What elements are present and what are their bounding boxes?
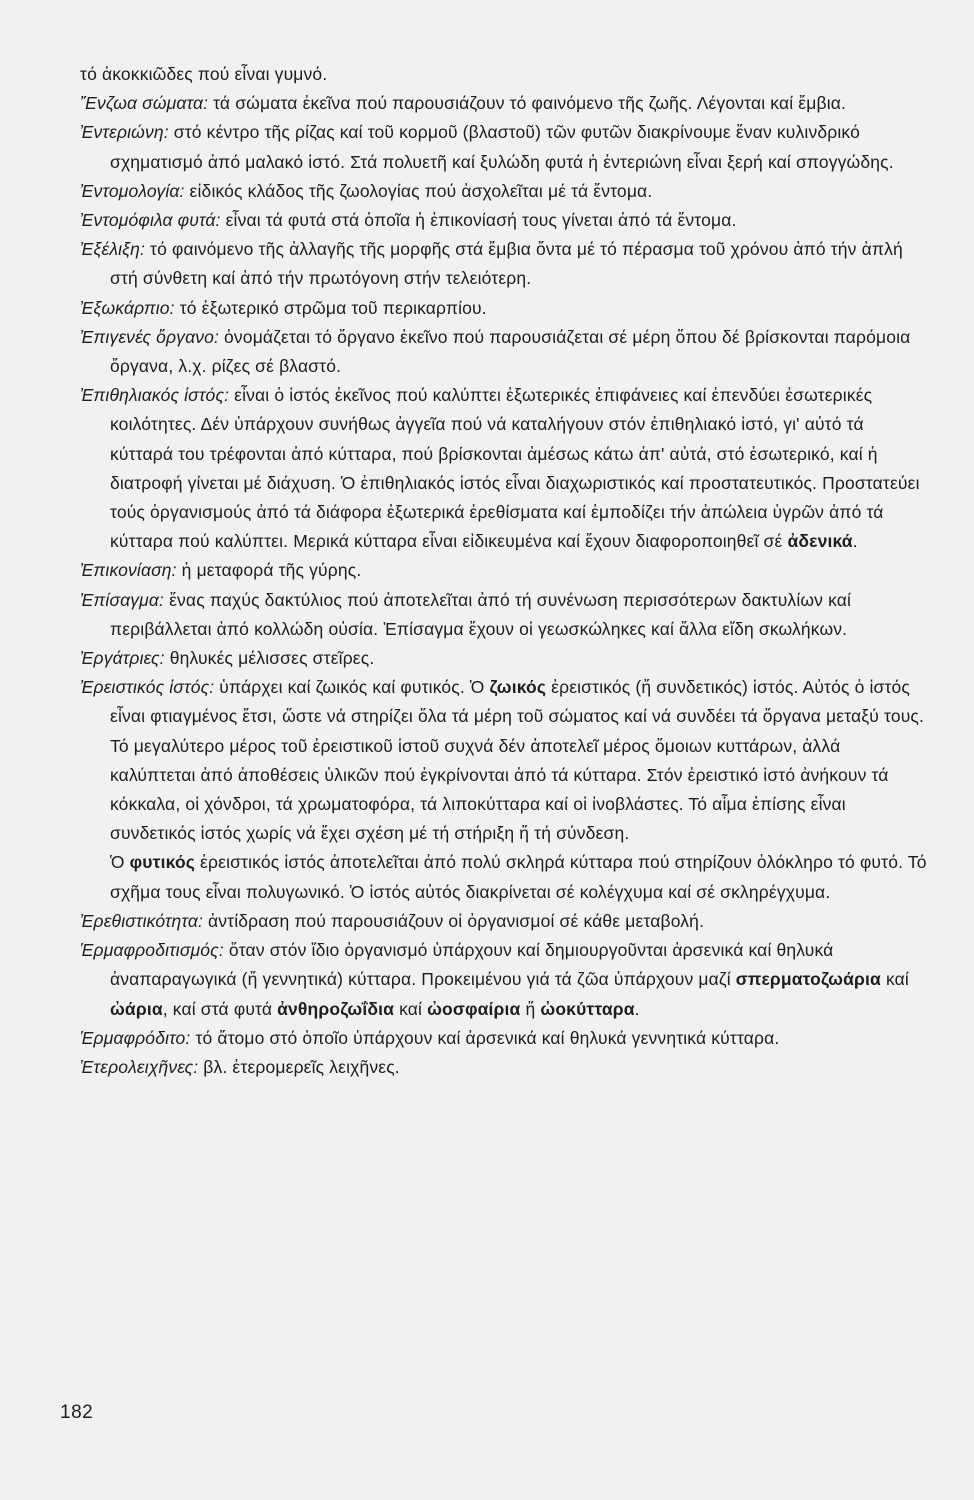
- glossary-entry: [80, 673, 930, 848]
- glossary-entry: [80, 206, 930, 235]
- glossary-entry: [80, 586, 930, 644]
- entry-text: ὅταν στόν ἴδιο ὀργανισμό ὑπάρχουν καί δημιουργοῦνται ἀρσενικά καί θηλυκά ἀναπαραγωγικά (ἤ γεννητικά) κύτταρα. Προκειμένου γιά τά ζῶα ὑπάρχουν μαζί: [110, 940, 834, 990]
- entry-text: , καί στά φυτά: [162, 998, 278, 1019]
- entry-term: Ἐντεριώνη:: [80, 122, 169, 143]
- entry-text: τό ἐξωτερικό στρῶμα τοῦ περικαρπίου.: [174, 297, 487, 318]
- glossary-entry: [80, 381, 930, 556]
- entry-text: ὑπάρχει καί ζωικός καί φυτικός. Ὁ: [214, 677, 490, 698]
- entry-bold-term: ἀδενικά: [787, 531, 853, 552]
- glossary-entry: [80, 235, 930, 293]
- entry-bold-term: ὠοκύτταρα: [540, 998, 635, 1019]
- entry-term: Ἐρεθιστικότητα:: [80, 910, 203, 931]
- entry-text: βλ. ἑτερομερεῖς λειχῆνες.: [198, 1056, 400, 1077]
- entry-term: Ἑτερολειχῆνες:: [80, 1056, 199, 1077]
- entry-text: στό κέντρο τῆς ρίζας καί τοῦ κορμοῦ (βλαστοῦ) τῶν φυτῶν διακρίνουμε ἕναν κυλινδρικό σχηματισμό ἀπό μαλακό ἱστό. Στά πολυετῆ καί ξυλώδη φυτά ἡ ἐντεριώνη εἶναι ξερή καί σπογγώδης.: [110, 122, 894, 172]
- entry-term: Ἐντομολογία:: [80, 180, 185, 201]
- glossary-entry: [80, 89, 930, 118]
- entry-text: ἐρειστικός ἱστός ἀποτελεῖται ἀπό πολύ σκληρά κύτταρα πού στηρίζουν ὁλόκληρο τό φυτό. Τό σχῆμα τους εἶναι πολυγωνικό. Ὁ ἱστός αὐτός διακρίνεται σέ κολέγχυμα καί σέ σκληρέγχυμα.: [110, 852, 927, 902]
- glossary-entry-continuation: [80, 848, 930, 906]
- entry-text: ὀνομάζεται τό ὄργανο ἐκεῖνο πού παρουσιάζεται σέ μέρη ὅπου δέ βρίσκονται παρόμοια ὄργανα, λ.χ. ρίζες σέ βλαστό.: [110, 326, 911, 377]
- glossary-entry: [80, 1053, 930, 1082]
- entry-text: τό ἄτομο στό ὁποῖο ὑπάρχουν καί ἀρσενικά καί θηλυκά γεννητικά κύτταρα.: [190, 1027, 780, 1048]
- entry-bold-term: φυτικός: [129, 852, 196, 873]
- glossary-entry: [80, 60, 930, 89]
- entry-term: Ἐξέλιξη:: [80, 239, 145, 260]
- entry-text: ἀντίδραση πού παρουσιάζουν οἱ ὀργανισμοί σέ κάθε μεταβολή.: [203, 910, 705, 931]
- entry-text: ἐρειστικός (ἤ συνδετικός) ἱστός. Αὐτός ὁ ἱστός εἶναι φτιαγμένος ἔτσι, ὥστε νά στηρίζει ὅλα τά μέρη τοῦ σώματος καί νά συνδέει τά ὄργανα μεταξύ τους. Τό μεγαλύτερο μέρος τοῦ ἐρειστικοῦ ἱστοῦ συχνά δέν ἀποτελεῖ μέρος ὅμοιων κυττάρων, ἀλλά καλύπτεται ἀπό ἀποθέσεις ὑλικῶν πού ἐγκρίνονται ἀπό τά κύτταρα. Στόν ἐρειστικό ἱστό ἀνήκουν τά κόκκαλα, οἱ χόνδροι, τά χρωματοφόρα, τά λιποκύτταρα καί οἱ ἰνοβλάστες. Τό αἷμα ἐπίσης εἶναι συνδετικός ἱστός χωρίς νά ἔχει σχέση μέ τή στήριξη ἤ τή σύνδεση.: [110, 677, 925, 844]
- entry-text: τά σώματα ἐκεῖνα πού παρουσιάζουν τό φαινόμενο τῆς ζωῆς. Λέγονται καί ἔμβια.: [208, 93, 847, 114]
- entry-text: .: [852, 531, 858, 552]
- entry-bold-term: ὠάρια: [110, 998, 163, 1019]
- glossary-entry: [80, 644, 930, 673]
- glossary-entry: [80, 1024, 930, 1053]
- entry-text: Ὁ: [110, 852, 130, 873]
- entry-term: Ἐπιγενές ὄργανο:: [80, 326, 220, 347]
- entry-text: ἕνας παχύς δακτύλιος πού ἀποτελεῖται ἀπό τή συνένωση περισσότερων δακτυλίων καί περιβάλλεται ἀπό κολλώδη οὐσία. Ἐπίσαγμα ἔχουν οἱ γεωσκώληκες καί ἄλλα εἴδη σκωλήκων.: [110, 589, 852, 639]
- glossary-entry: [80, 177, 930, 206]
- entry-term: Ἐρειστικός ἱστός:: [80, 677, 215, 698]
- page-number: 182: [60, 1402, 94, 1423]
- entry-term: Ἑρμαφροδιτισμός:: [80, 940, 224, 961]
- entry-term: Ἑρμαφρόδιτο:: [80, 1027, 191, 1048]
- entry-text: καί: [880, 969, 909, 990]
- entry-term: Ἐργάτριες:: [80, 648, 165, 669]
- entry-term: Ἐξωκάρπιο:: [80, 297, 175, 318]
- glossary-entry: [80, 907, 930, 936]
- entry-bold-term: ἀνθηροζωΐδια: [277, 998, 395, 1019]
- entry-bold-term: ὠοσφαίρια: [427, 998, 521, 1019]
- entry-text: ἤ: [520, 998, 541, 1019]
- glossary-entry: [80, 323, 930, 381]
- entry-text: εἰδικός κλάδος τῆς ζωολογίας πού ἀσχολεῖται μέ τά ἔντομα.: [184, 180, 653, 201]
- entry-text: εἶναι ὁ ἱστός ἐκεῖνος πού καλύπτει ἐξωτερικές ἐπιφάνειες καί ἐπενδύει ἐσωτερικές κοιλότητες. Δέν ὑπάρχουν συνήθως ἀγγεῖα πού νά καταλήγουν στόν ἐπιθηλιακό ἱστό, γι' αὐτό τά κύτταρά του τρέφονται ἀπό κύτταρα, πού βρίσκονται ἀμέσως κάτω ἀπ' αὐτά, στό ἐσωτερικό, καί ἡ διατροφή γίνεται μέ διάχυση. Ὁ ἐπιθηλιακός ἱστός εἶναι διαχωριστικός καί προστατευτικός. Προστατεύει τούς ὀργανισμούς ἀπό τά διάφορα ἐξωτερικά ἐρεθίσματα καί ἐμποδίζει τήν ἀπώλεια ὑγρῶν ἀπό τά κύτταρα πού καλύπτει. Μερικά κύτταρα εἶναι εἰδικευμένα καί ἔχουν διαφοροποιηθεῖ σέ: [110, 385, 920, 552]
- entry-term: Ἐπικονίαση:: [80, 560, 177, 581]
- entry-term: Ἐπιθηλιακός ἱστός:: [80, 385, 230, 406]
- entry-bold-term: σπερματοζωάρια: [735, 969, 881, 990]
- glossary-list: [80, 60, 930, 1082]
- glossary-entry: [80, 556, 930, 585]
- entry-text: θηλυκές μέλισσες στεῖρες.: [164, 648, 375, 669]
- entry-text: εἶναι τά φυτά στά ὁποῖα ἡ ἐπικονίασή τους γίνεται ἀπό τά ἔντομα.: [220, 210, 737, 231]
- entry-text: .: [634, 998, 640, 1019]
- glossary-entry: [80, 294, 930, 323]
- entry-term: Ἐπίσαγμα:: [80, 589, 165, 610]
- entry-text: καί: [394, 998, 428, 1019]
- entry-text: τό φαινόμενο τῆς ἀλλαγῆς τῆς μορφῆς στά ἔμβια ὄντα μέ τό πέρασμα τοῦ χρόνου ἀπό τήν ἁπλή στή σύνθετη καί ἀπό τήν πρωτόγονη στήν τελειότερη.: [110, 239, 903, 289]
- glossary-entry: [80, 118, 930, 176]
- entry-text: τό ἀκοκκιῶδες πού εἶναι γυμνό.: [80, 64, 328, 84]
- glossary-entry: [80, 936, 930, 1024]
- entry-term: Ἐντομόφιλα φυτά:: [80, 210, 221, 231]
- entry-term: Ἔνζωα σώματα:: [80, 93, 209, 114]
- entry-bold-term: ζωικός: [489, 677, 547, 698]
- entry-text: ἡ μεταφορά τῆς γύρης.: [176, 560, 362, 581]
